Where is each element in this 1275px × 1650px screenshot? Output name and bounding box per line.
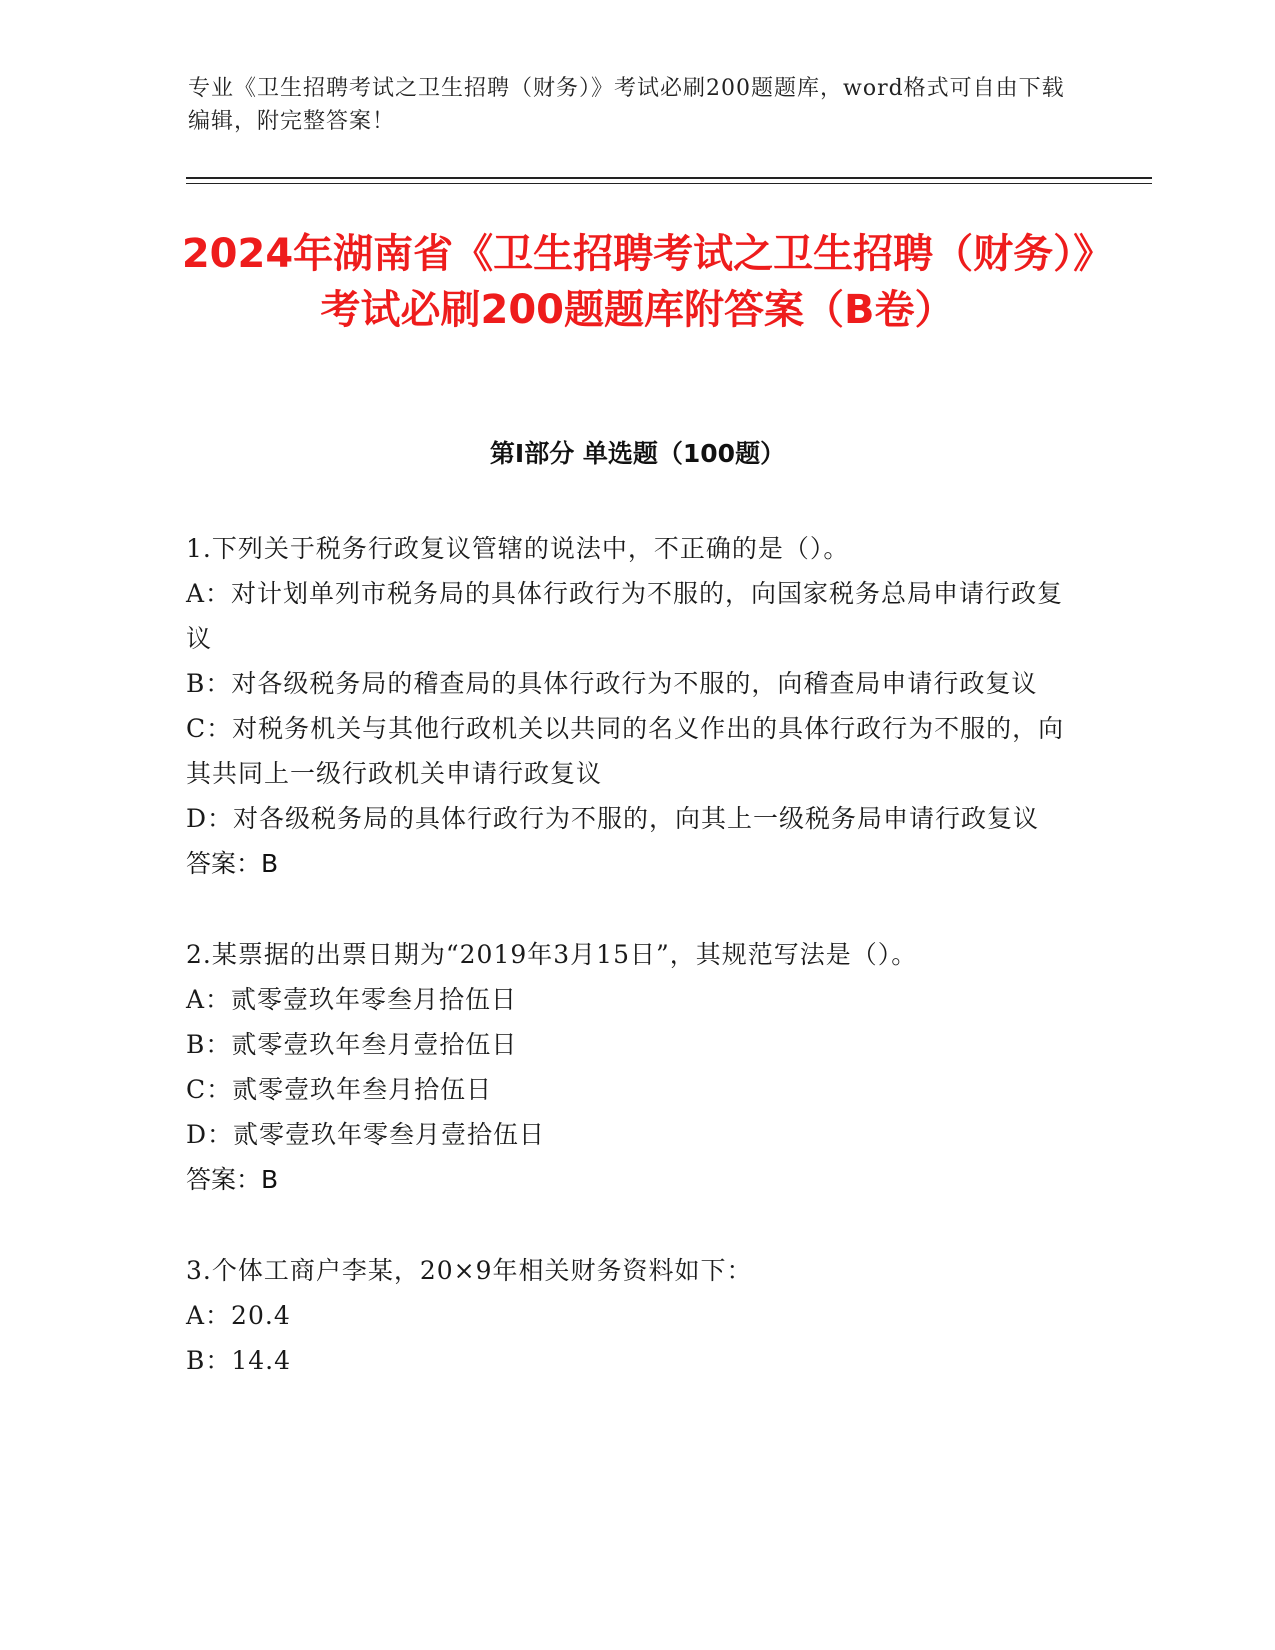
question-stem: 2.某票据的出票日期为“2019年3月15日”，其规范写法是（）。	[186, 940, 918, 969]
option-c: C：对税务机关与其他行政机关以共同的名义作出的具体行政行为不服的，向其共同上一级行政机关申请行政复议	[186, 714, 1065, 788]
answer: 答案：B	[186, 1165, 279, 1194]
question-stem: 3.个体工商户李某，20×9年相关财务资料如下：	[186, 1256, 753, 1285]
option-d: D：对各级税务局的具体行政行为不服的，向其上一级税务局申请行政复议	[186, 804, 1040, 833]
option-a: A：贰零壹玖年零叁月拾伍日	[186, 985, 518, 1014]
section-title: 第I部分 单选题（100题）	[489, 439, 786, 468]
header-note: 专业《卫生招聘考试之卫生招聘（财务）》考试必刷200题题库，word格式可自由下载编辑，附完整答案！	[188, 76, 1065, 134]
document-title: 2024年湖南省《卫生招聘考试之卫生招聘（财务）》考试必刷200题题库附答案（B卷）	[181, 231, 1094, 333]
option-b: B：14.4	[186, 1346, 292, 1375]
option-a: A：对计划单列市税务局的具体行政行为不服的，向国家税务总局申请行政复议	[186, 579, 1064, 653]
header-divider-thin	[186, 183, 1152, 184]
question-list	[186, 526, 1066, 1429]
option-d: D：贰零壹玖年零叁月壹拾伍日	[186, 1120, 546, 1149]
option-a: A：20.4	[186, 1301, 291, 1330]
question-2	[186, 932, 1066, 1202]
option-b: B：对各级税务局的稽查局的具体行政行为不服的，向稽查局申请行政复议	[186, 669, 1038, 698]
header-divider-thick	[186, 177, 1152, 179]
question-3	[186, 1248, 1066, 1383]
option-c: C：贰零壹玖年叁月拾伍日	[186, 1075, 493, 1104]
question-stem: 1.下列关于税务行政复议管辖的说法中，不正确的是（）。	[186, 534, 850, 563]
answer: 答案：B	[186, 849, 279, 878]
question-1	[186, 526, 1066, 886]
option-b: B：贰零壹玖年叁月壹拾伍日	[186, 1030, 518, 1059]
